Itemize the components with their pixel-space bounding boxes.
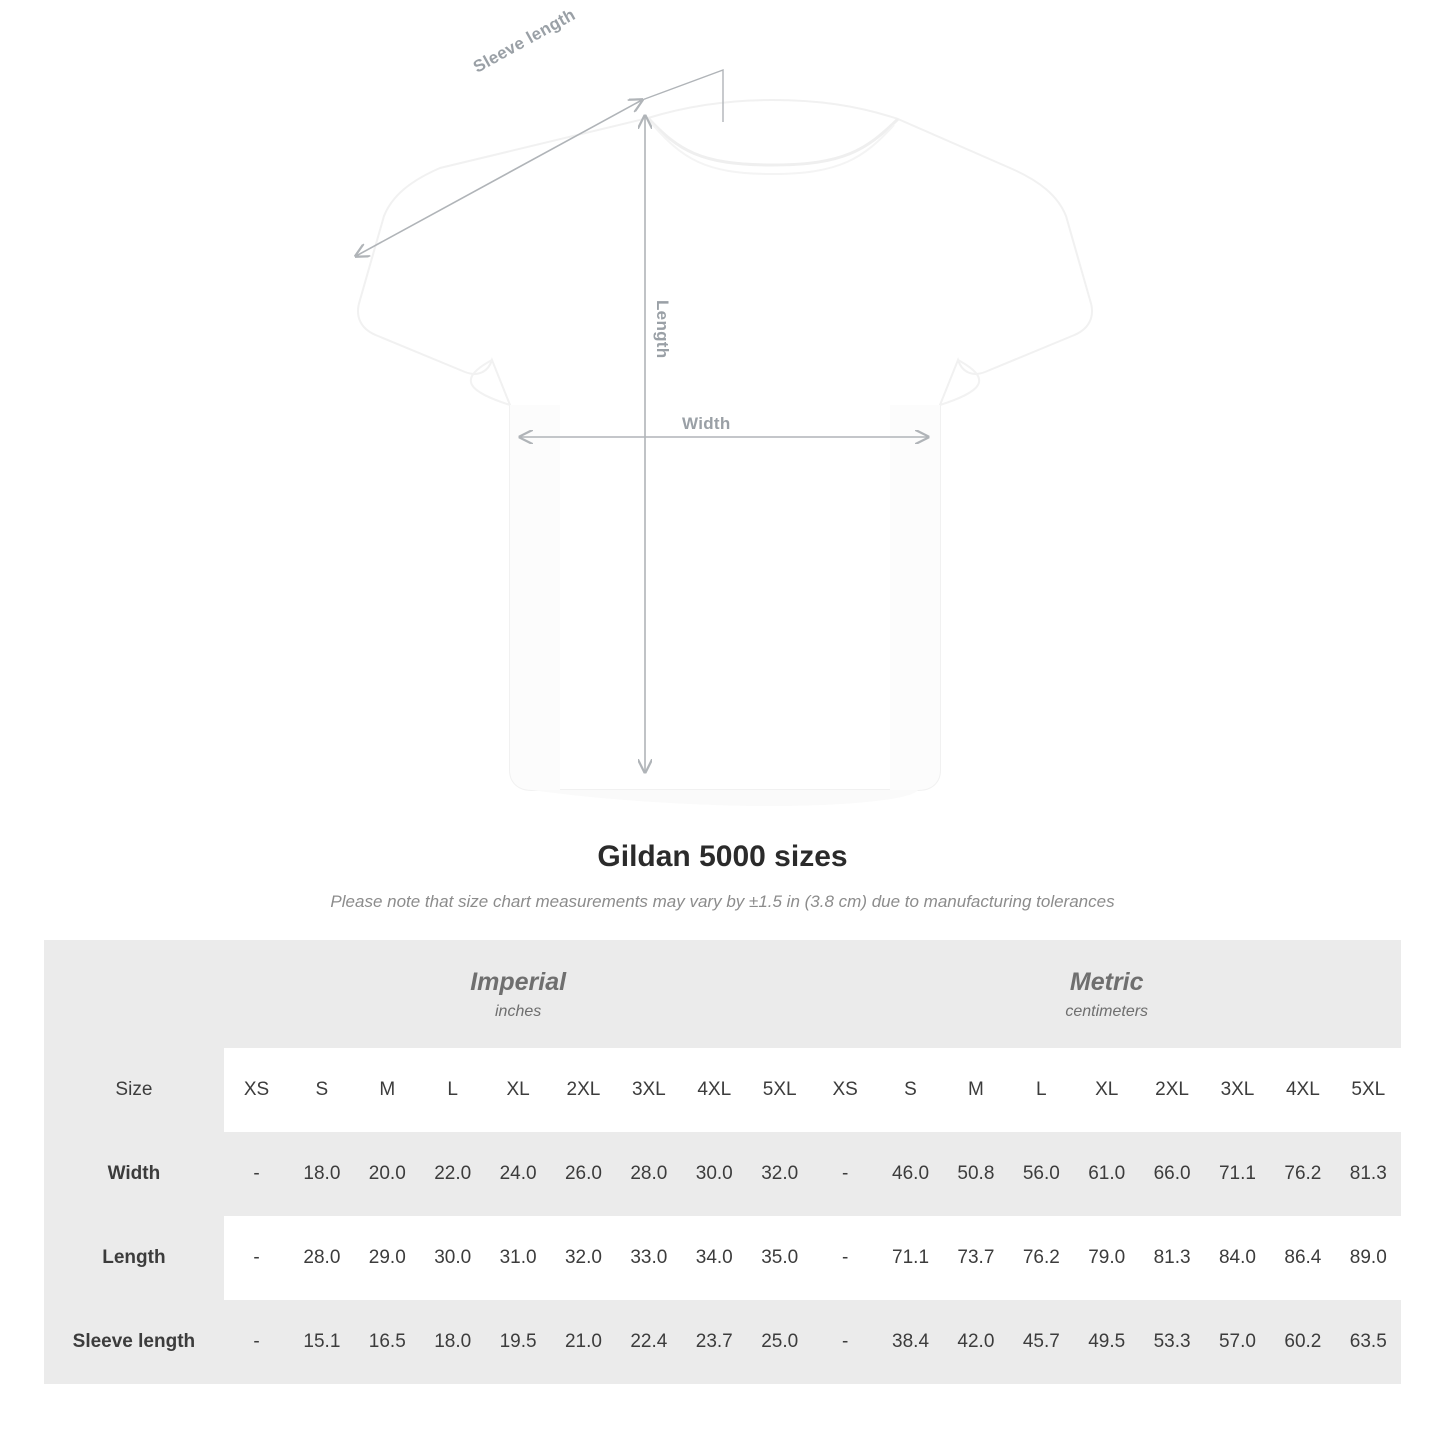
cell-length-metric-3xl: 84.0 (1205, 1216, 1270, 1300)
row-label-length: Length (44, 1216, 224, 1300)
cell-length-metric-2xl: 81.3 (1139, 1216, 1204, 1300)
width-label: Width (682, 414, 731, 433)
size-header-metric-xl: XL (1074, 1048, 1139, 1132)
size-header-imperial-4xl: 4XL (682, 1048, 747, 1132)
cell-sleeve-metric-2xl: 53.3 (1139, 1300, 1204, 1384)
sleeve-length-label: Sleeve length (470, 4, 579, 77)
cell-sleeve-metric-4xl: 60.2 (1270, 1300, 1335, 1384)
cell-length-metric-s: 71.1 (878, 1216, 943, 1300)
row-label-sleeve-length: Sleeve length (44, 1300, 224, 1384)
cell-width-metric-2xl: 66.0 (1139, 1132, 1204, 1216)
cell-width-metric-5xl: 81.3 (1336, 1132, 1401, 1216)
table-row (44, 1132, 1401, 1216)
cell-length-metric-5xl: 89.0 (1336, 1216, 1401, 1300)
table-row (44, 1300, 1401, 1384)
cell-width-metric-m: 50.8 (943, 1132, 1008, 1216)
cell-width-metric-l: 56.0 (1009, 1132, 1074, 1216)
cell-width-imperial-s: 18.0 (289, 1132, 354, 1216)
size-header-imperial-l: L (420, 1048, 485, 1132)
cell-sleeve-metric-s: 38.4 (878, 1300, 943, 1384)
size-header-imperial-xs: XS (224, 1048, 289, 1132)
cell-length-imperial-2xl: 32.0 (551, 1216, 616, 1300)
cell-sleeve-imperial-s: 15.1 (289, 1300, 354, 1384)
unit-header-row (44, 940, 1401, 1048)
size-header-imperial-2xl: 2XL (551, 1048, 616, 1132)
size-header-row (44, 1048, 1401, 1132)
cell-sleeve-metric-xl: 49.5 (1074, 1300, 1139, 1384)
cell-sleeve-imperial-4xl: 23.7 (682, 1300, 747, 1384)
cell-length-imperial-xl: 31.0 (485, 1216, 550, 1300)
cell-length-metric-m: 73.7 (943, 1216, 1008, 1300)
cell-length-metric-l: 76.2 (1009, 1216, 1074, 1300)
length-label: Length (653, 300, 672, 359)
cell-length-metric-xl: 79.0 (1074, 1216, 1139, 1300)
cell-length-metric-xs: - (812, 1216, 877, 1300)
cell-sleeve-metric-5xl: 63.5 (1336, 1300, 1401, 1384)
cell-width-metric-s: 46.0 (878, 1132, 943, 1216)
size-header-imperial-5xl: 5XL (747, 1048, 813, 1132)
cell-sleeve-imperial-l: 18.0 (420, 1300, 485, 1384)
cell-width-imperial-3xl: 28.0 (616, 1132, 681, 1216)
size-header-imperial-m: M (355, 1048, 420, 1132)
tshirt-shape (358, 100, 1092, 806)
cell-sleeve-metric-m: 42.0 (943, 1300, 1008, 1384)
unit-name-metric: Metric (1069, 968, 1144, 997)
cell-sleeve-metric-l: 45.7 (1009, 1300, 1074, 1384)
cell-width-metric-3xl: 71.1 (1205, 1132, 1270, 1216)
cell-width-metric-xl: 61.0 (1074, 1132, 1139, 1216)
unit-header-spacer (44, 940, 224, 1048)
size-table (44, 940, 1401, 1384)
cell-length-imperial-s: 28.0 (289, 1216, 354, 1300)
size-header-imperial-xl: XL (485, 1048, 550, 1132)
cell-length-imperial-3xl: 33.0 (616, 1216, 681, 1300)
size-header-metric-2xl: 2XL (1139, 1048, 1204, 1132)
size-header-imperial-3xl: 3XL (616, 1048, 681, 1132)
size-header-metric-s: S (878, 1048, 943, 1132)
cell-length-imperial-4xl: 34.0 (682, 1216, 747, 1300)
size-table-wrapper (44, 940, 1401, 1384)
cell-sleeve-imperial-2xl: 21.0 (551, 1300, 616, 1384)
size-header-metric-4xl: 4XL (1270, 1048, 1335, 1132)
cell-length-imperial-l: 30.0 (420, 1216, 485, 1300)
size-header-metric-5xl: 5XL (1336, 1048, 1401, 1132)
unit-header-metric (812, 940, 1401, 1048)
cell-length-imperial-m: 29.0 (355, 1216, 420, 1300)
cell-length-imperial-xs: - (224, 1216, 289, 1300)
cell-width-imperial-l: 22.0 (420, 1132, 485, 1216)
cell-width-metric-4xl: 76.2 (1270, 1132, 1335, 1216)
cell-width-imperial-xs: - (224, 1132, 289, 1216)
size-header-metric-3xl: 3XL (1205, 1048, 1270, 1132)
cell-length-metric-4xl: 86.4 (1270, 1216, 1335, 1300)
cell-width-imperial-xl: 24.0 (485, 1132, 550, 1216)
page-title: Gildan 5000 sizes (597, 840, 848, 873)
title-block (0, 840, 1445, 912)
cell-sleeve-metric-xs: - (812, 1300, 877, 1384)
tolerance-note: Please note that size chart measurements may vary by ±1.5 in (3.8 cm) due to manufacturing tolerances (330, 892, 1115, 911)
cell-width-metric-xs: - (812, 1132, 877, 1216)
cell-sleeve-metric-3xl: 57.0 (1205, 1300, 1270, 1384)
size-header-label: Size (44, 1048, 224, 1132)
unit-sub-metric: centimeters (1065, 1002, 1149, 1020)
cell-sleeve-imperial-3xl: 22.4 (616, 1300, 681, 1384)
cell-sleeve-imperial-xs: - (224, 1300, 289, 1384)
cell-sleeve-imperial-xl: 19.5 (485, 1300, 550, 1384)
cell-sleeve-imperial-5xl: 25.0 (747, 1300, 813, 1384)
cell-sleeve-imperial-m: 16.5 (355, 1300, 420, 1384)
cell-width-imperial-2xl: 26.0 (551, 1132, 616, 1216)
cell-width-imperial-5xl: 32.0 (747, 1132, 813, 1216)
unit-name-imperial: Imperial (470, 968, 567, 997)
table-row (44, 1216, 1401, 1300)
unit-sub-imperial: inches (495, 1002, 542, 1020)
size-header-metric-xs: XS (812, 1048, 877, 1132)
size-header-imperial-s: S (289, 1048, 354, 1132)
unit-header-imperial (224, 940, 813, 1048)
size-header-metric-l: L (1009, 1048, 1074, 1132)
cell-length-imperial-5xl: 35.0 (747, 1216, 813, 1300)
size-header-metric-m: M (943, 1048, 1008, 1132)
cell-width-imperial-4xl: 30.0 (682, 1132, 747, 1216)
row-label-width: Width (44, 1132, 224, 1216)
cell-width-imperial-m: 20.0 (355, 1132, 420, 1216)
